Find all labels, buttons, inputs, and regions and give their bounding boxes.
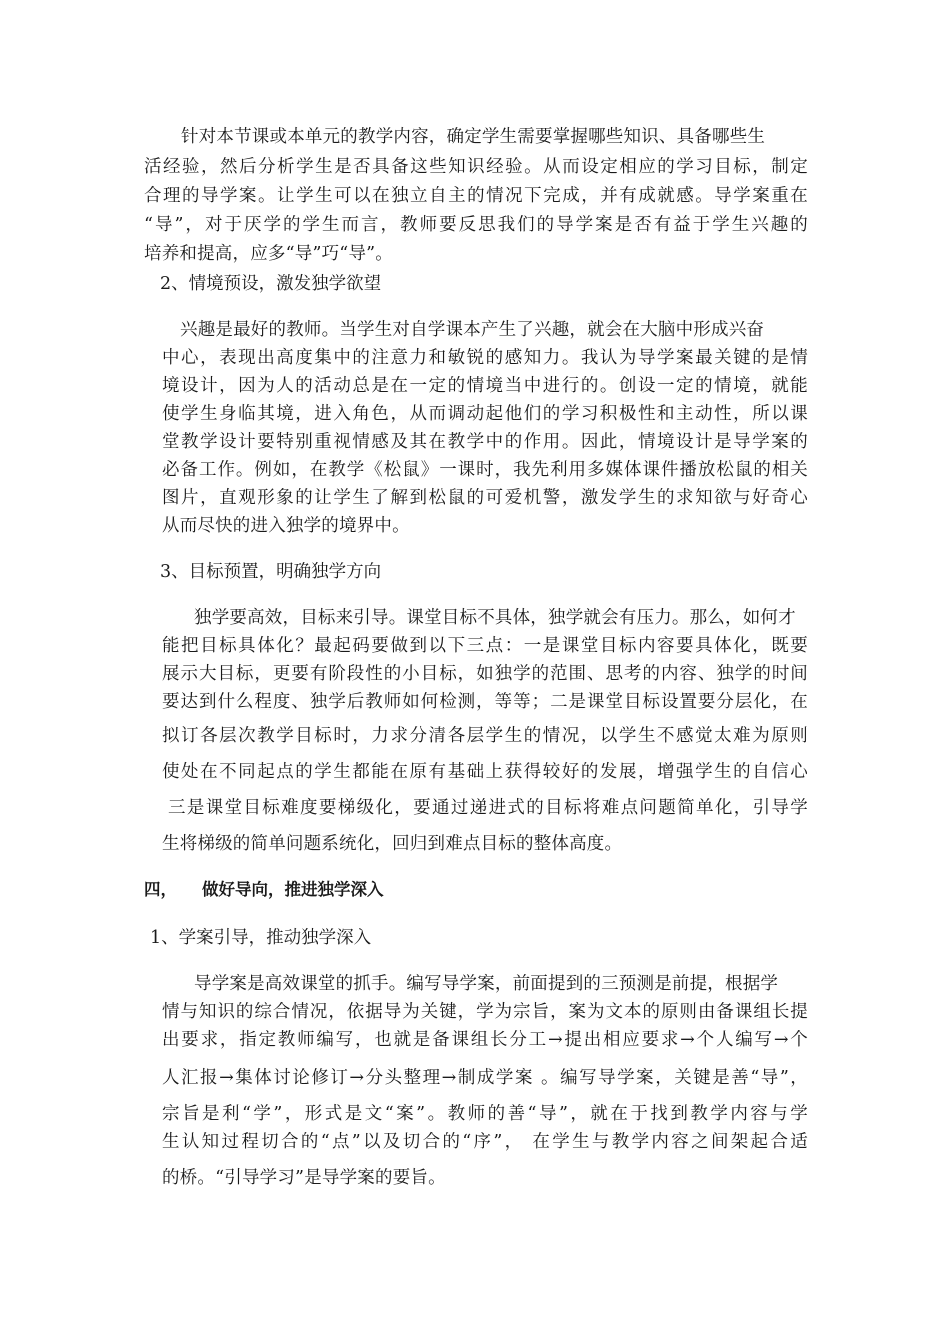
- text-line: 兴趣是最好的教师。当学生对自学课本产生了兴趣，就会在大脑中形成兴奋: [180, 320, 765, 340]
- text-line: 合理的导学案。让学生可以在独立自主的情况下完成，并有成就感。导学案重在: [144, 186, 808, 206]
- text-line: 出要求，指定教师编写，也就是备课组长分工→提出相应要求→个人编写→个: [162, 1030, 808, 1050]
- chapter-heading-number: 四，: [144, 880, 177, 899]
- text-line: 使学生身临其境，进入角色，从而调动起他们的学习积极性和主动性，所以课: [162, 404, 808, 424]
- section-heading: 2、情境预设，激发独学欲望: [160, 274, 382, 294]
- text-line: 从而尽快的进入独学的境界中。: [162, 516, 410, 536]
- text-line: 针对本节课或本单元的教学内容，确定学生需要掌握哪些知识、具备哪些生: [181, 127, 766, 147]
- text-line: 导学案是高效课堂的抓手。编写导学案，前面提到的三预测是前提，根据学: [194, 974, 779, 994]
- section-heading: 1、学案引导，推动独学深入: [150, 928, 372, 948]
- text-line: 图片，直观形象的让学生了解到松鼠的可爱机警，激发学生的求知欲与好奇心: [162, 488, 808, 508]
- text-line: 中心，表现出高度集中的注意力和敏锐的感知力。我认为导学案最关键的是情: [162, 348, 808, 368]
- text-line: 能把目标具体化？最起码要做到以下三点：一是课堂目标内容要具体化，既要: [162, 636, 808, 656]
- section-heading: 3、目标预置，明确独学方向: [160, 562, 382, 582]
- text-line: 生认知过程切合的“点”以及切合的“序”， 在学生与教学内容之间架起合适: [162, 1132, 808, 1152]
- text-line: 要达到什么程度、独学后教师如何检测，等等；二是课堂目标设置要分层化，在: [162, 692, 808, 712]
- text-line: 培养和提高，应多“导”巧“导”。: [144, 244, 393, 264]
- text-line: 独学要高效，目标来引导。课堂目标不具体，独学就会有压力。那么，如何才: [194, 608, 796, 628]
- text-line: 的桥。“引导学习”是导学案的要旨。: [162, 1168, 446, 1188]
- text-line: 生将梯级的简单问题系统化，回归到难点目标的整体高度。: [162, 834, 623, 854]
- text-line: 情与知识的综合情况，依据导为关键，学为宗旨，案为文本的原则由备课组长提: [162, 1002, 808, 1022]
- text-line: 宗旨是利“学”，形式是文“案”。教师的善“导”，就在于找到教学内容与学: [162, 1104, 808, 1124]
- text-line: 人汇报→集体讨论修订→分头整理→制成学案 。编写导学案，关键是善“导”，: [162, 1068, 808, 1088]
- text-line: 展示大目标，更要有阶段性的小目标，如独学的范围、思考的内容、独学的时间: [162, 664, 808, 684]
- text-line: 堂教学设计要特别重视情感及其在教学中的作用。因此，情境设计是导学案的: [162, 432, 808, 452]
- text-line: 三是课堂目标难度要梯级化，要通过递进式的目标将难点问题简单化，引导学: [168, 798, 808, 818]
- text-line: “导”，对于厌学的学生而言，教师要反思我们的导学案是否有益于学生兴趣的: [144, 215, 808, 235]
- text-line: 拟订各层次教学目标时，力求分清各层学生的情况，以学生不感觉太难为原则: [162, 726, 808, 746]
- chapter-heading-title: 做好导向，推进独学深入: [202, 880, 384, 899]
- text-line: 必备工作。例如，在教学《松鼠》一课时，我先利用多媒体课件播放松鼠的相关: [162, 460, 808, 480]
- text-line: 境设计，因为人的活动总是在一定的情境当中进行的。创设一定的情境，就能: [162, 376, 808, 396]
- text-line: 使处在不同起点的学生都能在原有基础上获得较好的发展，增强学生的自信心: [162, 762, 808, 782]
- text-line: 活经验，然后分析学生是否具备这些知识经验。从而设定相应的学习目标，制定: [144, 157, 808, 177]
